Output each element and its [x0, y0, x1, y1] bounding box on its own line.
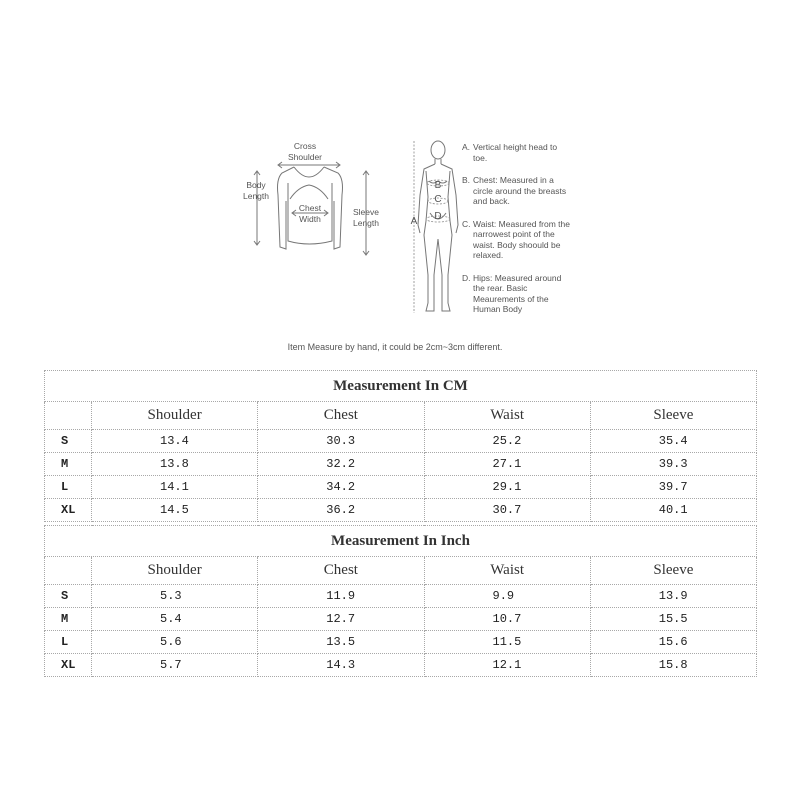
table-row	[45, 499, 757, 522]
table-row	[45, 654, 757, 677]
table-cell: 39.3	[590, 453, 756, 476]
col-header: Chest	[258, 557, 424, 585]
size-label: XL	[45, 499, 92, 522]
size-label: S	[45, 585, 92, 608]
table-cell: 5.3	[92, 585, 258, 608]
table-cell: 14.5	[92, 499, 258, 522]
table-row	[45, 585, 757, 608]
table-row	[45, 430, 757, 453]
table-cell: 9.9	[424, 585, 590, 608]
marker-c: C	[434, 194, 442, 205]
inch-table	[44, 525, 757, 677]
table-cell: 11.5	[424, 631, 590, 654]
marker-d: D	[434, 211, 442, 222]
size-label: L	[45, 476, 92, 499]
table-cell: 13.8	[92, 453, 258, 476]
cm-table	[44, 370, 757, 522]
size-label: M	[45, 453, 92, 476]
cm-header-row	[45, 402, 757, 430]
legend-item-b: B. Chest: Measured in a circle around the breasts and back.	[462, 175, 567, 206]
measurement-figures	[0, 130, 800, 330]
size-label: M	[45, 608, 92, 631]
table-cell: 10.7	[424, 608, 590, 631]
table-cell: 15.8	[590, 654, 756, 677]
legend-item-c: C. Waist: Measured from the narrowest point of the waist. Body shoould be relaxed.	[462, 218, 570, 260]
table-cell: 29.1	[424, 476, 590, 499]
table-cell: 12.7	[258, 608, 424, 631]
col-header: Waist	[424, 402, 590, 430]
body-figure	[404, 135, 462, 325]
col-header: Shoulder	[92, 557, 258, 585]
table-cell: 5.7	[92, 654, 258, 677]
size-label: S	[45, 430, 92, 453]
cm-table-title: Measurement In CM	[45, 371, 757, 402]
table-cell: 27.1	[424, 453, 590, 476]
table-cell: 32.2	[258, 453, 424, 476]
table-cell: 36.2	[258, 499, 424, 522]
table-cell: 34.2	[258, 476, 424, 499]
col-header: Shoulder	[92, 402, 258, 430]
table-row	[45, 631, 757, 654]
table-cell: 13.4	[92, 430, 258, 453]
legend-item-d: D. Hips: Measured around the rear. Basic Meaurements of the Human Body	[462, 272, 562, 314]
inch-header-row	[45, 557, 757, 585]
size-label: L	[45, 631, 92, 654]
table-cell: 14.3	[258, 654, 424, 677]
inch-table-title: Measurement In Inch	[45, 526, 757, 557]
measurement-legend	[462, 142, 572, 327]
col-header: Chest	[258, 402, 424, 430]
table-cell: 35.4	[590, 430, 756, 453]
table-row	[45, 453, 757, 476]
legend-item-a: A. Vertical height head to toe.	[462, 142, 558, 163]
table-cell: 12.1	[424, 654, 590, 677]
table-cell: 40.1	[590, 499, 756, 522]
table-row	[45, 476, 757, 499]
table-cell: 15.5	[590, 608, 756, 631]
table-row	[45, 608, 757, 631]
table-cell: 39.7	[590, 476, 756, 499]
table-cell: 30.3	[258, 430, 424, 453]
table-cell: 30.7	[424, 499, 590, 522]
size-label: XL	[45, 654, 92, 677]
col-header: Sleeve	[590, 557, 756, 585]
table-cell: 5.4	[92, 608, 258, 631]
sleeve-length-label: Sleeve Length	[353, 207, 379, 228]
body-length-label: Body Length	[243, 180, 269, 201]
marker-b: B	[434, 180, 442, 191]
table-cell: 11.9	[258, 585, 424, 608]
table-cell: 5.6	[92, 631, 258, 654]
marker-a: A	[410, 216, 418, 227]
measure-note: Item Measure by hand, it could be 2cm~3cm different.	[287, 342, 503, 352]
table-cell: 13.5	[258, 631, 424, 654]
table-cell: 14.1	[92, 476, 258, 499]
table-cell: 15.6	[590, 631, 756, 654]
table-cell: 25.2	[424, 430, 590, 453]
table-cell: 13.9	[590, 585, 756, 608]
col-header: Waist	[424, 557, 590, 585]
col-header: Sleeve	[590, 402, 756, 430]
cross-shoulder-label: Cross Shoulder	[287, 141, 323, 162]
chest-width-label: Chest Width	[298, 203, 322, 224]
